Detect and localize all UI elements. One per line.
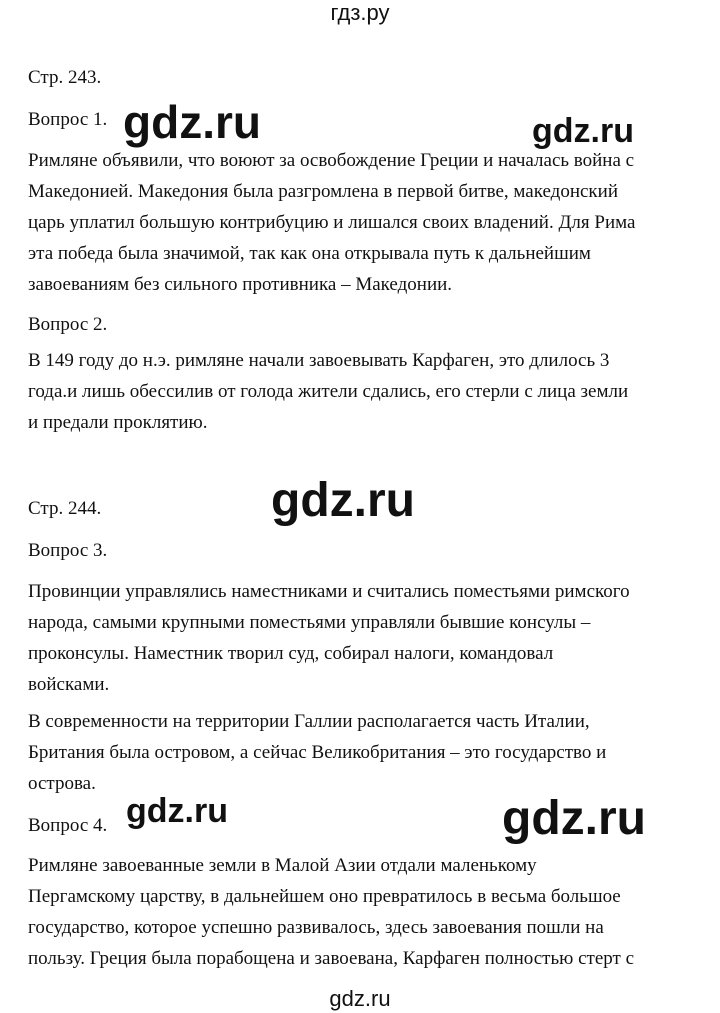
question-4-answer bbox=[28, 850, 693, 974]
question-3-label: Вопрос 3. bbox=[28, 540, 108, 561]
page-number-244: Стр. 244. bbox=[28, 498, 102, 519]
answer-line: пользу. Греция была порабощена и завоевана, Карфаген полностью стерт с bbox=[28, 948, 634, 969]
answer-line: года.и лишь обессилив от голода жители сдались, его стерли с лица земли bbox=[28, 381, 629, 402]
answer-line: Провинции управлялись наместниками и считались поместьями римского bbox=[28, 581, 630, 602]
answer-line: Римляне объявили, что воюют за освобождение Греции и началась война с bbox=[28, 150, 635, 171]
watermark-logo: gdz.ru bbox=[126, 792, 228, 830]
answer-line: войсками. bbox=[28, 674, 110, 695]
answer-line: эта победа была значимой, так как она открывала путь к дальнейшим bbox=[28, 243, 591, 264]
page-number-243: Стр. 243. bbox=[28, 67, 102, 88]
answer-line: В современности на территории Галлии располагается часть Италии, bbox=[28, 711, 590, 732]
answer-line: завоеваниям без сильного противника – Македонии. bbox=[28, 274, 453, 295]
answer-line: Римляне завоеванные земли в Малой Азии отдали маленькому bbox=[28, 855, 537, 876]
answer-line: государство, которое успешно развивалось, здесь завоевания пошли на bbox=[28, 917, 604, 938]
answer-line: царь уплатил большую контрибуцию и лишался своих владений. Для Рима bbox=[28, 212, 636, 233]
question-3-answer-continued bbox=[28, 706, 693, 799]
question-2-label: Вопрос 2. bbox=[28, 314, 108, 335]
question-2-answer bbox=[28, 345, 693, 438]
watermark-logo: gdz.ru bbox=[123, 96, 261, 148]
question-1-answer bbox=[28, 145, 693, 300]
question-3-answer bbox=[28, 576, 693, 700]
watermark-logo: gdz.ru bbox=[502, 792, 646, 845]
watermark-logo: gdz.ru bbox=[532, 112, 634, 150]
answer-line: народа, самыми крупными поместьями управляли бывшие консулы – bbox=[28, 612, 591, 633]
answer-line: В 149 году до н.э. римляне начали завоевывать Карфаген, это длилось 3 bbox=[28, 350, 610, 371]
answer-line: и предали проклятию. bbox=[28, 412, 208, 433]
answer-line: Пергамскому царству, в дальнейшем оно превратилось в весьма большое bbox=[28, 886, 621, 907]
question-1-label: Вопрос 1. bbox=[28, 109, 108, 130]
watermark-logo: gdz.ru bbox=[271, 474, 415, 527]
answer-line: Македонией. Македония была разгромлена в первой битве, македонский bbox=[28, 181, 619, 202]
site-footer: gdz.ru bbox=[329, 986, 391, 1011]
question-4-label: Вопрос 4. bbox=[28, 815, 108, 836]
answer-line: проконсулы. Наместник творил суд, собирал налоги, командовал bbox=[28, 643, 554, 664]
site-header: гдз.ру bbox=[330, 0, 390, 25]
answer-line: острова. bbox=[28, 773, 96, 794]
answer-line: Британия была островом, а сейчас Великобритания – это государство и bbox=[28, 742, 607, 763]
